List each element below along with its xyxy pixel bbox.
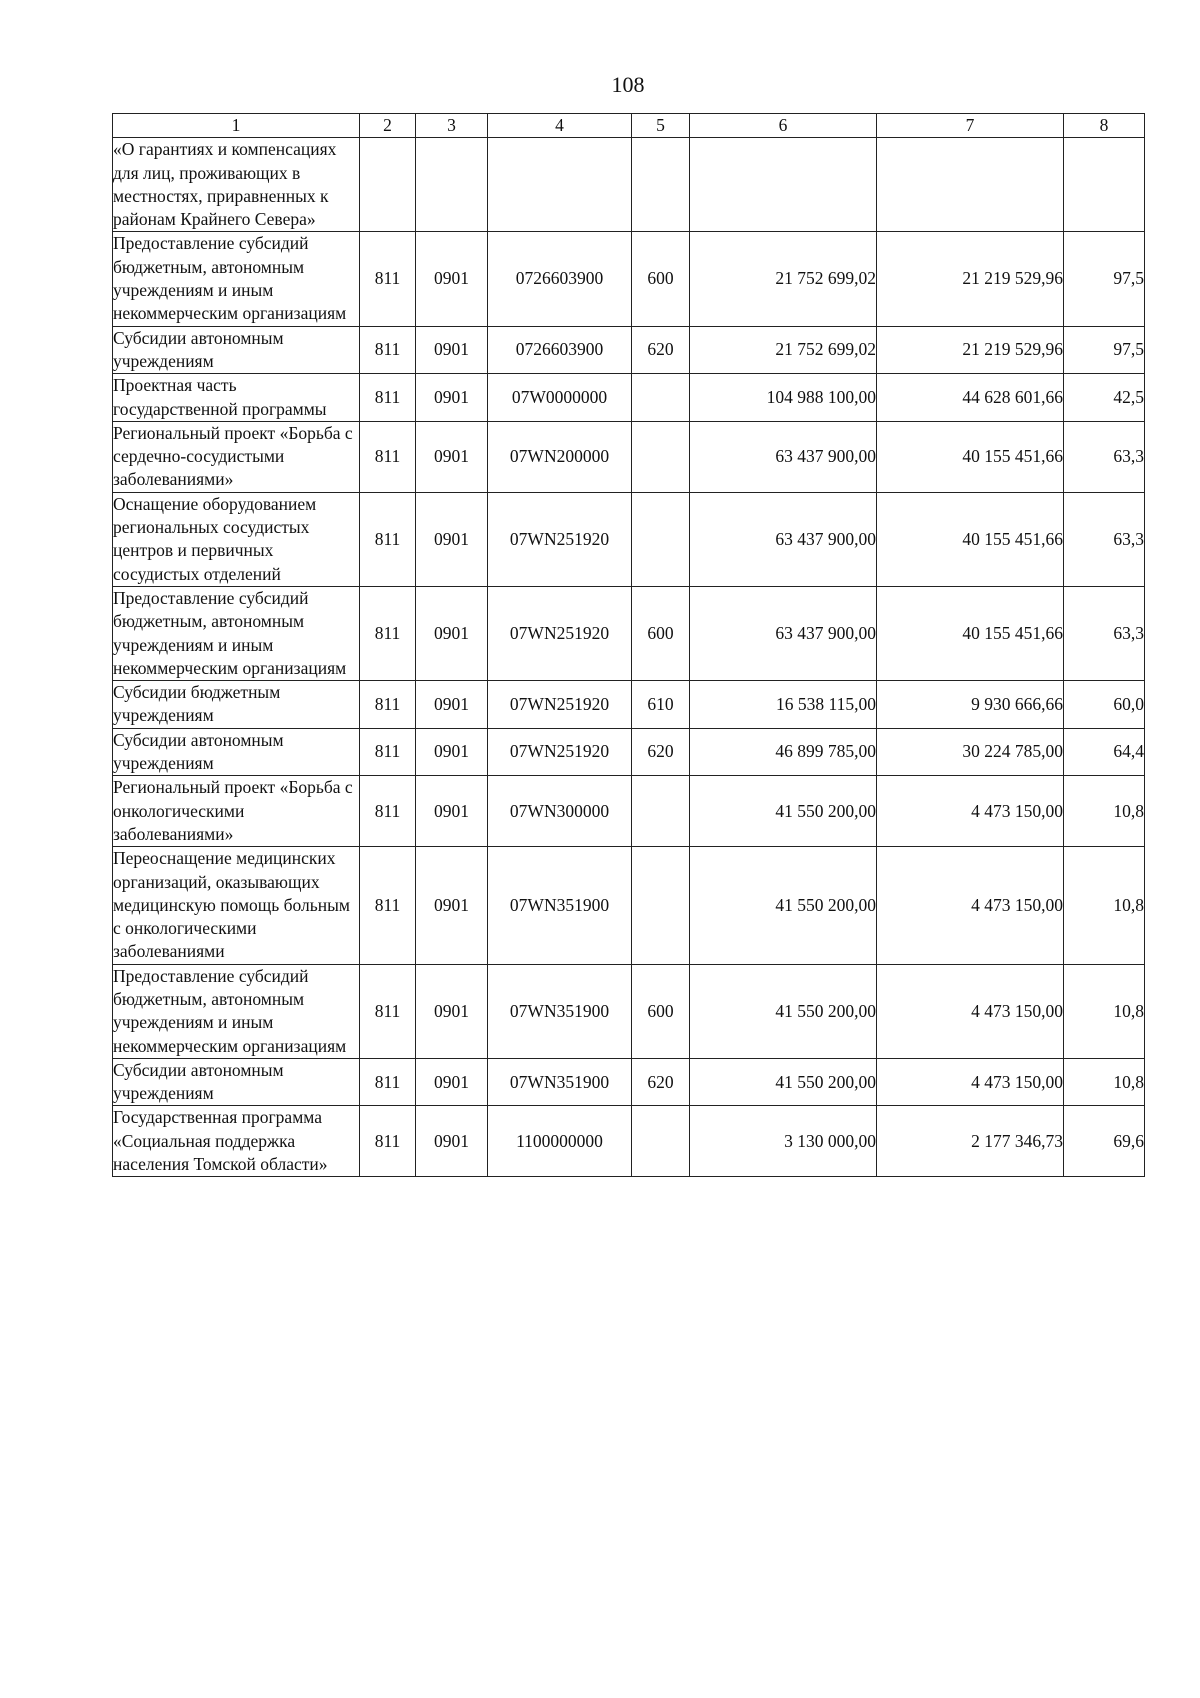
ministry-code-cell: 811 (360, 326, 416, 374)
executed-amount-cell: 21 219 529,96 (877, 326, 1064, 374)
column-header: 7 (877, 114, 1064, 138)
row-name-cell: Предоставление субсидий бюджетным, автономным учреждениям и иным некоммерческим организациям (113, 964, 360, 1058)
row-name-cell: Региональный проект «Борьба с онкологическими заболеваниями» (113, 776, 360, 847)
expense-type-cell: 600 (632, 964, 690, 1058)
column-header: 3 (416, 114, 488, 138)
executed-amount-cell: 4 473 150,00 (877, 847, 1064, 964)
execution-percent-cell (1064, 138, 1145, 232)
column-header: 5 (632, 114, 690, 138)
expense-type-cell: 620 (632, 728, 690, 776)
section-code-cell: 0901 (416, 586, 488, 680)
table-row (113, 1058, 1145, 1106)
column-header: 1 (113, 114, 360, 138)
page-number: 108 (611, 72, 645, 97)
execution-percent-cell: 97,5 (1064, 232, 1145, 326)
execution-percent-cell: 64,4 (1064, 728, 1145, 776)
section-code-cell: 0901 (416, 326, 488, 374)
planned-amount-cell: 21 752 699,02 (690, 232, 877, 326)
table-row (113, 138, 1145, 232)
target-article-cell: 0726603900 (488, 326, 632, 374)
executed-amount-cell: 44 628 601,66 (877, 374, 1064, 422)
planned-amount-cell: 63 437 900,00 (690, 492, 877, 586)
target-article-cell: 07WN351900 (488, 1058, 632, 1106)
row-name-cell: Предоставление субсидий бюджетным, автономным учреждениям и иным некоммерческим организациям (113, 232, 360, 326)
ministry-code-cell: 811 (360, 232, 416, 326)
table-row (113, 374, 1145, 422)
table-row (113, 586, 1145, 680)
ministry-code-cell: 811 (360, 681, 416, 729)
target-article-cell: 07WN251920 (488, 492, 632, 586)
target-article-cell: 1100000000 (488, 1106, 632, 1177)
planned-amount-cell: 104 988 100,00 (690, 374, 877, 422)
target-article-cell (488, 138, 632, 232)
ministry-code-cell: 811 (360, 847, 416, 964)
row-name-cell: Субсидии автономным учреждениям (113, 728, 360, 776)
planned-amount-cell: 41 550 200,00 (690, 964, 877, 1058)
planned-amount-cell: 63 437 900,00 (690, 586, 877, 680)
target-article-cell: 0726603900 (488, 232, 632, 326)
row-name-cell: Оснащение оборудованием региональных сосудистых центров и первичных сосудистых отделений (113, 492, 360, 586)
ministry-code-cell: 811 (360, 776, 416, 847)
planned-amount-cell: 41 550 200,00 (690, 1058, 877, 1106)
row-name-cell: Государственная программа «Социальная поддержка населения Томской области» (113, 1106, 360, 1177)
row-name-cell: Предоставление субсидий бюджетным, автономным учреждениям и иным некоммерческим организациям (113, 586, 360, 680)
section-code-cell: 0901 (416, 1058, 488, 1106)
execution-percent-cell: 10,8 (1064, 1058, 1145, 1106)
budget-table (112, 113, 1145, 1177)
executed-amount-cell: 4 473 150,00 (877, 776, 1064, 847)
section-code-cell: 0901 (416, 1106, 488, 1177)
table-row (113, 847, 1145, 964)
table-row (113, 776, 1145, 847)
table-row (113, 1106, 1145, 1177)
executed-amount-cell: 40 155 451,66 (877, 421, 1064, 492)
expense-type-cell (632, 374, 690, 422)
executed-amount-cell: 2 177 346,73 (877, 1106, 1064, 1177)
expense-type-cell: 600 (632, 232, 690, 326)
section-code-cell: 0901 (416, 728, 488, 776)
target-article-cell: 07WN351900 (488, 964, 632, 1058)
executed-amount-cell: 4 473 150,00 (877, 1058, 1064, 1106)
ministry-code-cell: 811 (360, 492, 416, 586)
ministry-code-cell: 811 (360, 964, 416, 1058)
expense-type-cell (632, 492, 690, 586)
row-name-cell: Субсидии бюджетным учреждениям (113, 681, 360, 729)
section-code-cell: 0901 (416, 681, 488, 729)
table-body (113, 114, 1145, 1177)
table-row (113, 964, 1145, 1058)
row-name-cell: Региональный проект «Борьба с сердечно-сосудистыми заболеваниями» (113, 421, 360, 492)
table-header-row (113, 114, 1145, 138)
planned-amount-cell (690, 138, 877, 232)
expense-type-cell (632, 421, 690, 492)
expense-type-cell: 620 (632, 326, 690, 374)
expense-type-cell (632, 776, 690, 847)
row-name-cell: Проектная часть государственной программы (113, 374, 360, 422)
table-row (113, 681, 1145, 729)
planned-amount-cell: 41 550 200,00 (690, 776, 877, 847)
execution-percent-cell: 42,5 (1064, 374, 1145, 422)
execution-percent-cell: 97,5 (1064, 326, 1145, 374)
ministry-code-cell: 811 (360, 728, 416, 776)
planned-amount-cell: 41 550 200,00 (690, 847, 877, 964)
execution-percent-cell: 10,8 (1064, 776, 1145, 847)
executed-amount-cell: 40 155 451,66 (877, 586, 1064, 680)
column-header: 2 (360, 114, 416, 138)
column-header: 4 (488, 114, 632, 138)
ministry-code-cell: 811 (360, 374, 416, 422)
target-article-cell: 07WN300000 (488, 776, 632, 847)
expense-type-cell (632, 138, 690, 232)
execution-percent-cell: 63,3 (1064, 586, 1145, 680)
section-code-cell: 0901 (416, 964, 488, 1058)
ministry-code-cell: 811 (360, 1106, 416, 1177)
table-row (113, 232, 1145, 326)
row-name-cell: Субсидии автономным учреждениям (113, 1058, 360, 1106)
expense-type-cell: 600 (632, 586, 690, 680)
executed-amount-cell: 4 473 150,00 (877, 964, 1064, 1058)
ministry-code-cell (360, 138, 416, 232)
target-article-cell: 07WN251920 (488, 586, 632, 680)
ministry-code-cell: 811 (360, 421, 416, 492)
target-article-cell: 07W0000000 (488, 374, 632, 422)
planned-amount-cell: 21 752 699,02 (690, 326, 877, 374)
executed-amount-cell: 40 155 451,66 (877, 492, 1064, 586)
section-code-cell: 0901 (416, 374, 488, 422)
table-row (113, 492, 1145, 586)
section-code-cell: 0901 (416, 421, 488, 492)
planned-amount-cell: 3 130 000,00 (690, 1106, 877, 1177)
planned-amount-cell: 46 899 785,00 (690, 728, 877, 776)
ministry-code-cell: 811 (360, 1058, 416, 1106)
executed-amount-cell: 9 930 666,66 (877, 681, 1064, 729)
section-code-cell: 0901 (416, 847, 488, 964)
expense-type-cell (632, 1106, 690, 1177)
column-header: 6 (690, 114, 877, 138)
section-code-cell: 0901 (416, 776, 488, 847)
row-name-cell: «О гарантиях и компенсациях для лиц, проживающих в местностях, приравненных к районам Крайнего Севера» (113, 138, 360, 232)
column-header: 8 (1064, 114, 1145, 138)
table-row (113, 728, 1145, 776)
executed-amount-cell: 30 224 785,00 (877, 728, 1064, 776)
row-name-cell: Субсидии автономным учреждениям (113, 326, 360, 374)
expense-type-cell: 610 (632, 681, 690, 729)
target-article-cell: 07WN251920 (488, 728, 632, 776)
execution-percent-cell: 10,8 (1064, 964, 1145, 1058)
ministry-code-cell: 811 (360, 586, 416, 680)
expense-type-cell (632, 847, 690, 964)
section-code-cell: 0901 (416, 232, 488, 326)
execution-percent-cell: 60,0 (1064, 681, 1145, 729)
table-row (113, 326, 1145, 374)
execution-percent-cell: 10,8 (1064, 847, 1145, 964)
section-code-cell (416, 138, 488, 232)
execution-percent-cell: 69,6 (1064, 1106, 1145, 1177)
section-code-cell: 0901 (416, 492, 488, 586)
table-row (113, 421, 1145, 492)
execution-percent-cell: 63,3 (1064, 421, 1145, 492)
planned-amount-cell: 16 538 115,00 (690, 681, 877, 729)
execution-percent-cell: 63,3 (1064, 492, 1145, 586)
target-article-cell: 07WN351900 (488, 847, 632, 964)
target-article-cell: 07WN251920 (488, 681, 632, 729)
planned-amount-cell: 63 437 900,00 (690, 421, 877, 492)
target-article-cell: 07WN200000 (488, 421, 632, 492)
executed-amount-cell (877, 138, 1064, 232)
row-name-cell: Переоснащение медицинских организаций, оказывающих медицинскую помощь больным с онкологическими заболеваниями (113, 847, 360, 964)
expense-type-cell: 620 (632, 1058, 690, 1106)
executed-amount-cell: 21 219 529,96 (877, 232, 1064, 326)
